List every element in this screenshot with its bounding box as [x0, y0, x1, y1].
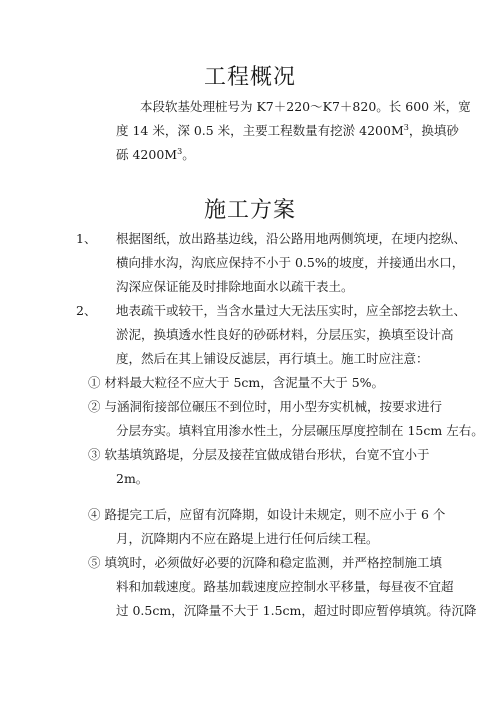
item-1-number: 1、: [76, 231, 97, 246]
overview-title: 工程概况: [203, 65, 296, 90]
subitem-5-line-2: 料和加载速度。路基加载速度应控制水平移量，每昼夜不宜超: [116, 579, 454, 594]
subitem-3-line-1: ③ 软基填筑路堤，分层及接茬宜做成错台形状，台宽不宜小于: [88, 447, 430, 462]
overview-sup-1: 3: [403, 122, 409, 132]
subitem-5-line-1: ⑤ 填筑时，必须做好必要的沉降和稳定监测，并严格控制施工填: [88, 555, 442, 570]
subitem-1-line-1: ① 材料最大粒径不应大于 5cm，含泥量不大于 5%。: [88, 375, 385, 390]
subitem-4-line-2: 月，沉降期内不应在路堤上进行任何后续工程。: [116, 531, 379, 546]
plan-title: 施工方案: [203, 198, 296, 223]
overview-line-2-text: 度 14 米，深 0.5 米，主要工程数量有挖淤 4200M: [116, 123, 404, 138]
subitem-5-line-3: 过 0.5cm，沉降量不大于 1.5cm，超过时即应暂停填筑。待沉降: [116, 603, 477, 618]
item-1-line-2: 横向排水沟，沟底应保持不小于 0.5%的坡度，并接通出水口，: [116, 255, 465, 270]
item-2-number: 2、: [76, 303, 97, 318]
overview-line-3-tail: 。: [182, 147, 195, 162]
item-2-line-3: 度，然后在其上铺设反滤层，再行填土。施工时应注意：: [116, 351, 429, 366]
overview-line-1: 本段软基处理桩号为 K7＋220～K7＋820。长 600 米，宽: [140, 99, 471, 114]
subitem-3-line-2: 2m。: [116, 471, 149, 486]
overview-line-3: [116, 145, 195, 163]
item-2-line-2: 淤泥，换填透水性良好的砂砾材料，分层压实，换填至设计高: [116, 327, 454, 342]
subitem-4-line-1: ④ 路提完工后，应留有沉降期，如设计未规定，则不应小于 6 个: [88, 507, 446, 522]
item-2-line-1: 地表疏干或较干，当含水量过大无法压实时，应全部挖去软土、: [116, 303, 467, 318]
overview-line-2: [116, 121, 459, 139]
item-1-line-3: 沟深应保证能及时排除地面水以疏干表土。: [116, 279, 354, 294]
subitem-2-line-1: ② 与涵洞衔接部位碾压不到位时，用小型夯实机械，按要求进行: [88, 399, 442, 414]
overview-line-3-text: 砾 4200M: [116, 147, 178, 162]
subitem-2-line-2: 分层夯实。填料宜用渗水性土，分层碾压厚度控制在 15cm 左右。: [116, 423, 484, 438]
overview-sup-2: 3: [177, 146, 183, 156]
item-1-line-1: 根据图纸，放出路基边线，沿公路用地两侧筑埂，在埂内挖纵、: [116, 231, 467, 246]
overview-line-2-tail: ，换填砂: [408, 123, 459, 138]
